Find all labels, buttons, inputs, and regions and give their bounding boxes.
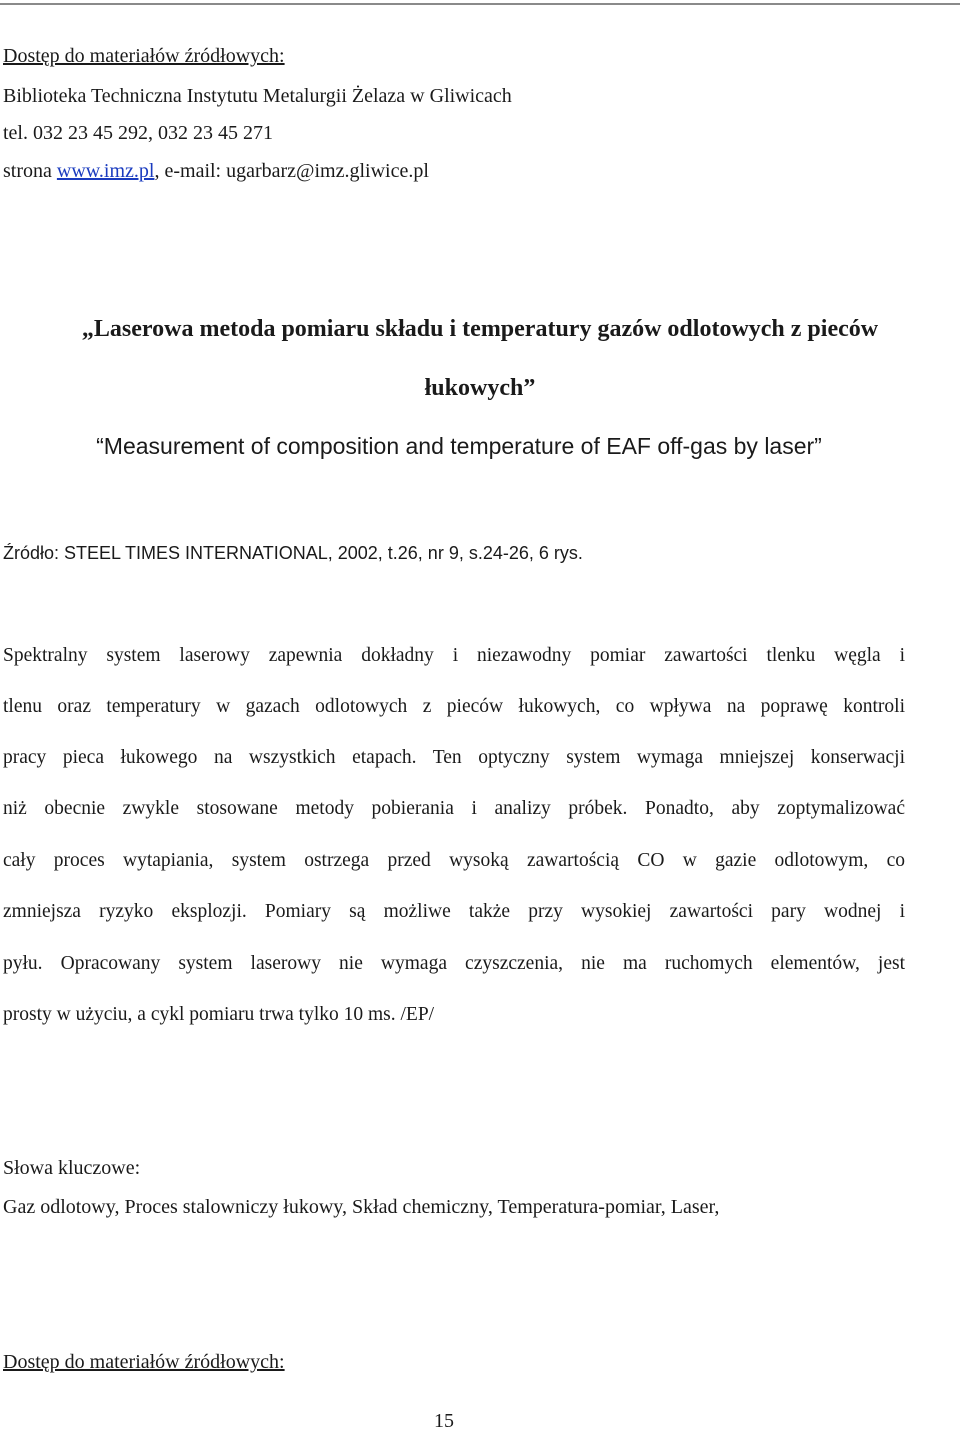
english-title: “Measurement of composition and temperature of EAF off-gas by laser” <box>96 433 822 459</box>
contact-line <box>3 159 429 183</box>
keywords-label: Słowa kluczowe: <box>3 1157 141 1179</box>
phone-numbers: tel. 032 23 45 292, 032 23 45 271 <box>3 122 273 144</box>
website-link[interactable]: www.imz.pl <box>56 160 155 182</box>
article-title-line-2: łukowych” <box>424 375 536 401</box>
body-line-7: pyłu. Opracowany system laserowy nie wymaga czyszczenia, nie ma ruchomych elementów, jest <box>3 953 905 974</box>
body-line-6: zmniejsza ryzyko eksplozji. Pomiary są możliwe także przy wysokiej zawartości pary wodnej i <box>3 901 905 922</box>
email-text: , e-mail: ugarbarz@imz.gliwice.pl <box>154 160 429 182</box>
library-name: Biblioteka Techniczna Instytutu Metalurgii Żelaza w Gliwicach <box>3 85 512 107</box>
top-divider <box>0 3 960 5</box>
body-line-5: cały proces wytapiania, system ostrzega przed wysoką zawartością CO w gazie odlotowym, co <box>3 850 905 871</box>
access-materials-link-top[interactable]: Dostęp do materiałów źródłowych: <box>3 45 285 67</box>
body-line-3: pracy pieca łukowego na wszystkich etapach. Ten optyczny system wymaga mniejszej konserwacji <box>3 747 905 768</box>
access-materials-link-bottom[interactable]: Dostęp do materiałów źródłowych: <box>3 1351 285 1373</box>
source-citation: Źródło: STEEL TIMES INTERNATIONAL, 2002, t.26, nr 9, s.24-26, 6 rys. <box>3 543 583 563</box>
page-number: 15 <box>434 1410 454 1432</box>
body-line-4: niż obecnie zwykle stosowane metody pobierania i analizy próbek. Ponadto, aby zoptymalizować <box>3 798 905 819</box>
body-line-2: tlenu oraz temperatury w gazach odlotowych z pieców łukowych, co wpływa na poprawę kontroli <box>3 696 905 717</box>
body-line-1: Spektralny system laserowy zapewnia dokładny i niezawodny pomiar zawartości tlenku węgla i <box>3 645 905 666</box>
keywords-list: Gaz odlotowy, Proces stalowniczy łukowy, Skład chemiczny, Temperatura-pomiar, Laser, <box>3 1196 720 1218</box>
article-title-line-1: „Laserowa metoda pomiaru składu i temperatury gazów odlotowych z pieców <box>81 316 879 342</box>
body-line-8: prosty w użyciu, a cykl pomiaru trwa tylko 10 ms. /EP/ <box>3 1004 435 1025</box>
site-label: strona <box>3 160 57 182</box>
